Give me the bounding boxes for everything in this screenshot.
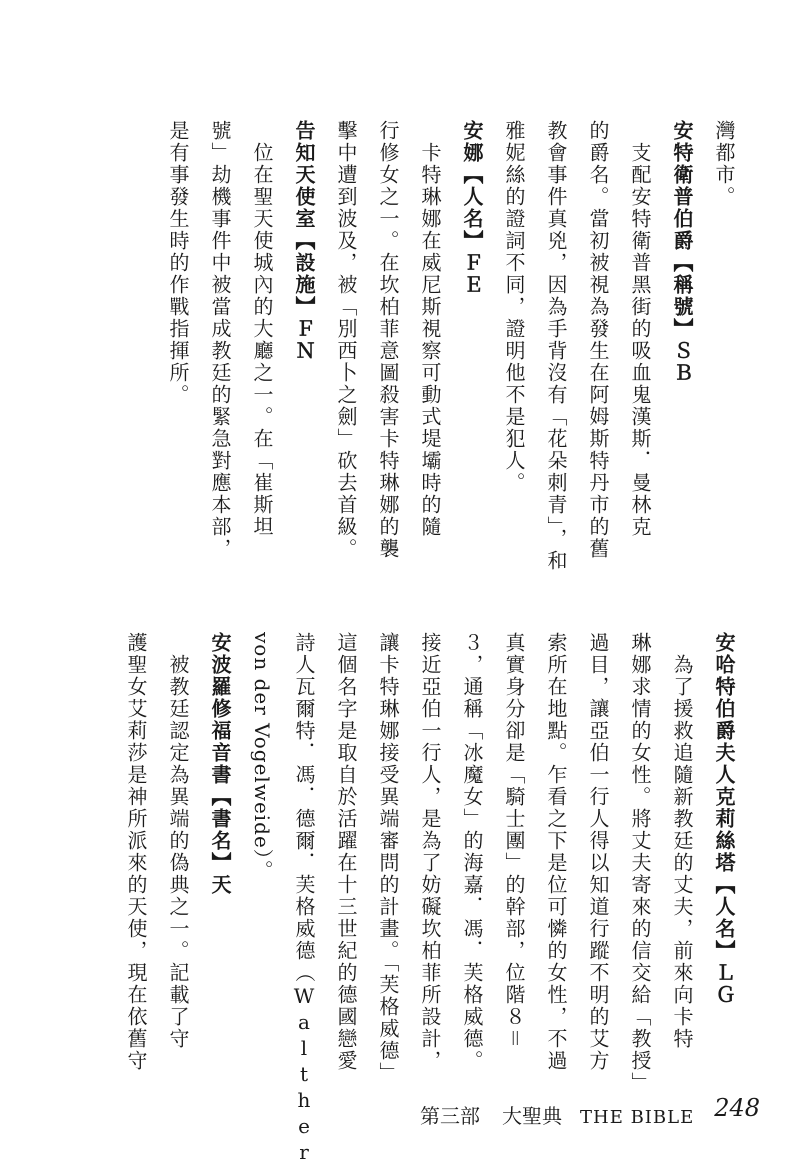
- text-line: 教會事件真兇，因為手背沒有「花朵刺青」，和: [544, 120, 568, 572]
- text-line: 支配安特衛普黑街的吸血鬼漢斯．曼林克: [628, 142, 652, 538]
- page-footer: [420, 1094, 760, 1130]
- text-line: 真實身分卻是「騎士團」的幹部，位階８＝: [502, 632, 526, 1050]
- text-line: 擊中遭到波及，被「別西卜之劍」砍去首級。: [334, 120, 358, 560]
- text-line: von der Vogelweide）。: [250, 632, 274, 881]
- text-line: 號」劫機事件中被當成教廷的緊急對應本部，: [208, 120, 232, 560]
- text-line: 護聖女艾莉莎是神所派來的天使，現在依舊守: [124, 632, 148, 1072]
- entry-heading: 安波羅修福音書【書名】天: [208, 632, 232, 896]
- text-line: 被教廷認定為異端的偽典之一。記載了守: [166, 654, 190, 1050]
- page-number: 248: [714, 1094, 760, 1122]
- text-line: 過目，讓亞伯一行人得以知道行蹤不明的艾方: [586, 632, 610, 1072]
- text-line: 這個名字是取自於活躍在十三世紀的德國戀愛: [334, 632, 358, 1072]
- text-line: 讓卡特琳娜接受異端審問的計畫。「芙格威德」: [376, 632, 400, 1084]
- text-line: 琳娜求情的女性。將丈夫寄來的信交給「教授」: [628, 632, 652, 1094]
- text-line: 接近亞伯一行人，是為了妨礙坎柏菲所設計，: [418, 632, 442, 1072]
- entry-heading: 安哈特伯爵夫人克莉絲塔【人名】ＬＧ: [712, 632, 736, 1006]
- text-line: 詩人瓦爾特．馮．德爾．芙格威德（Walther: [292, 632, 316, 1166]
- entry-heading: 安特衛普伯爵【稱號】ＳＢ: [670, 120, 694, 384]
- text-line: 行修女之一。在坎柏菲意圖殺害卡特琳娜的襲: [376, 120, 400, 560]
- text-line: 卡特琳娜在威尼斯視察可動式堤壩時的隨: [418, 142, 442, 538]
- footer-title: 大聖典: [502, 1104, 562, 1128]
- footer-part: 第三部: [420, 1104, 480, 1128]
- text-line: 為了援救追隨新教廷的丈夫，前來向卡特: [670, 654, 694, 1050]
- footer-english-title: THE BIBLE: [580, 1107, 695, 1128]
- text-line: 灣都市。: [712, 120, 736, 208]
- entry-heading: 安娜【人名】ＦＥ: [460, 120, 484, 296]
- text-line: ３，通稱「冰魔女」的海嘉．馮．芙格威德。: [460, 632, 484, 1072]
- text-line: 雅妮絲的證詞不同，證明他不是犯人。: [502, 120, 526, 494]
- top-text-block: [145, 120, 745, 590]
- entry-heading: 告知天使室【設施】ＦＮ: [292, 120, 316, 362]
- text-line: 的爵名。當初被視為發生在阿姆斯特丹市的舊: [586, 120, 610, 560]
- text-line: 是有事發生時的作戰指揮所。: [166, 120, 190, 406]
- text-line: 索所在地點。乍看之下是位可憐的女性，不過: [544, 632, 568, 1072]
- text-line: 位在聖天使城內的大廳之一。在「崔斯坦: [250, 142, 274, 538]
